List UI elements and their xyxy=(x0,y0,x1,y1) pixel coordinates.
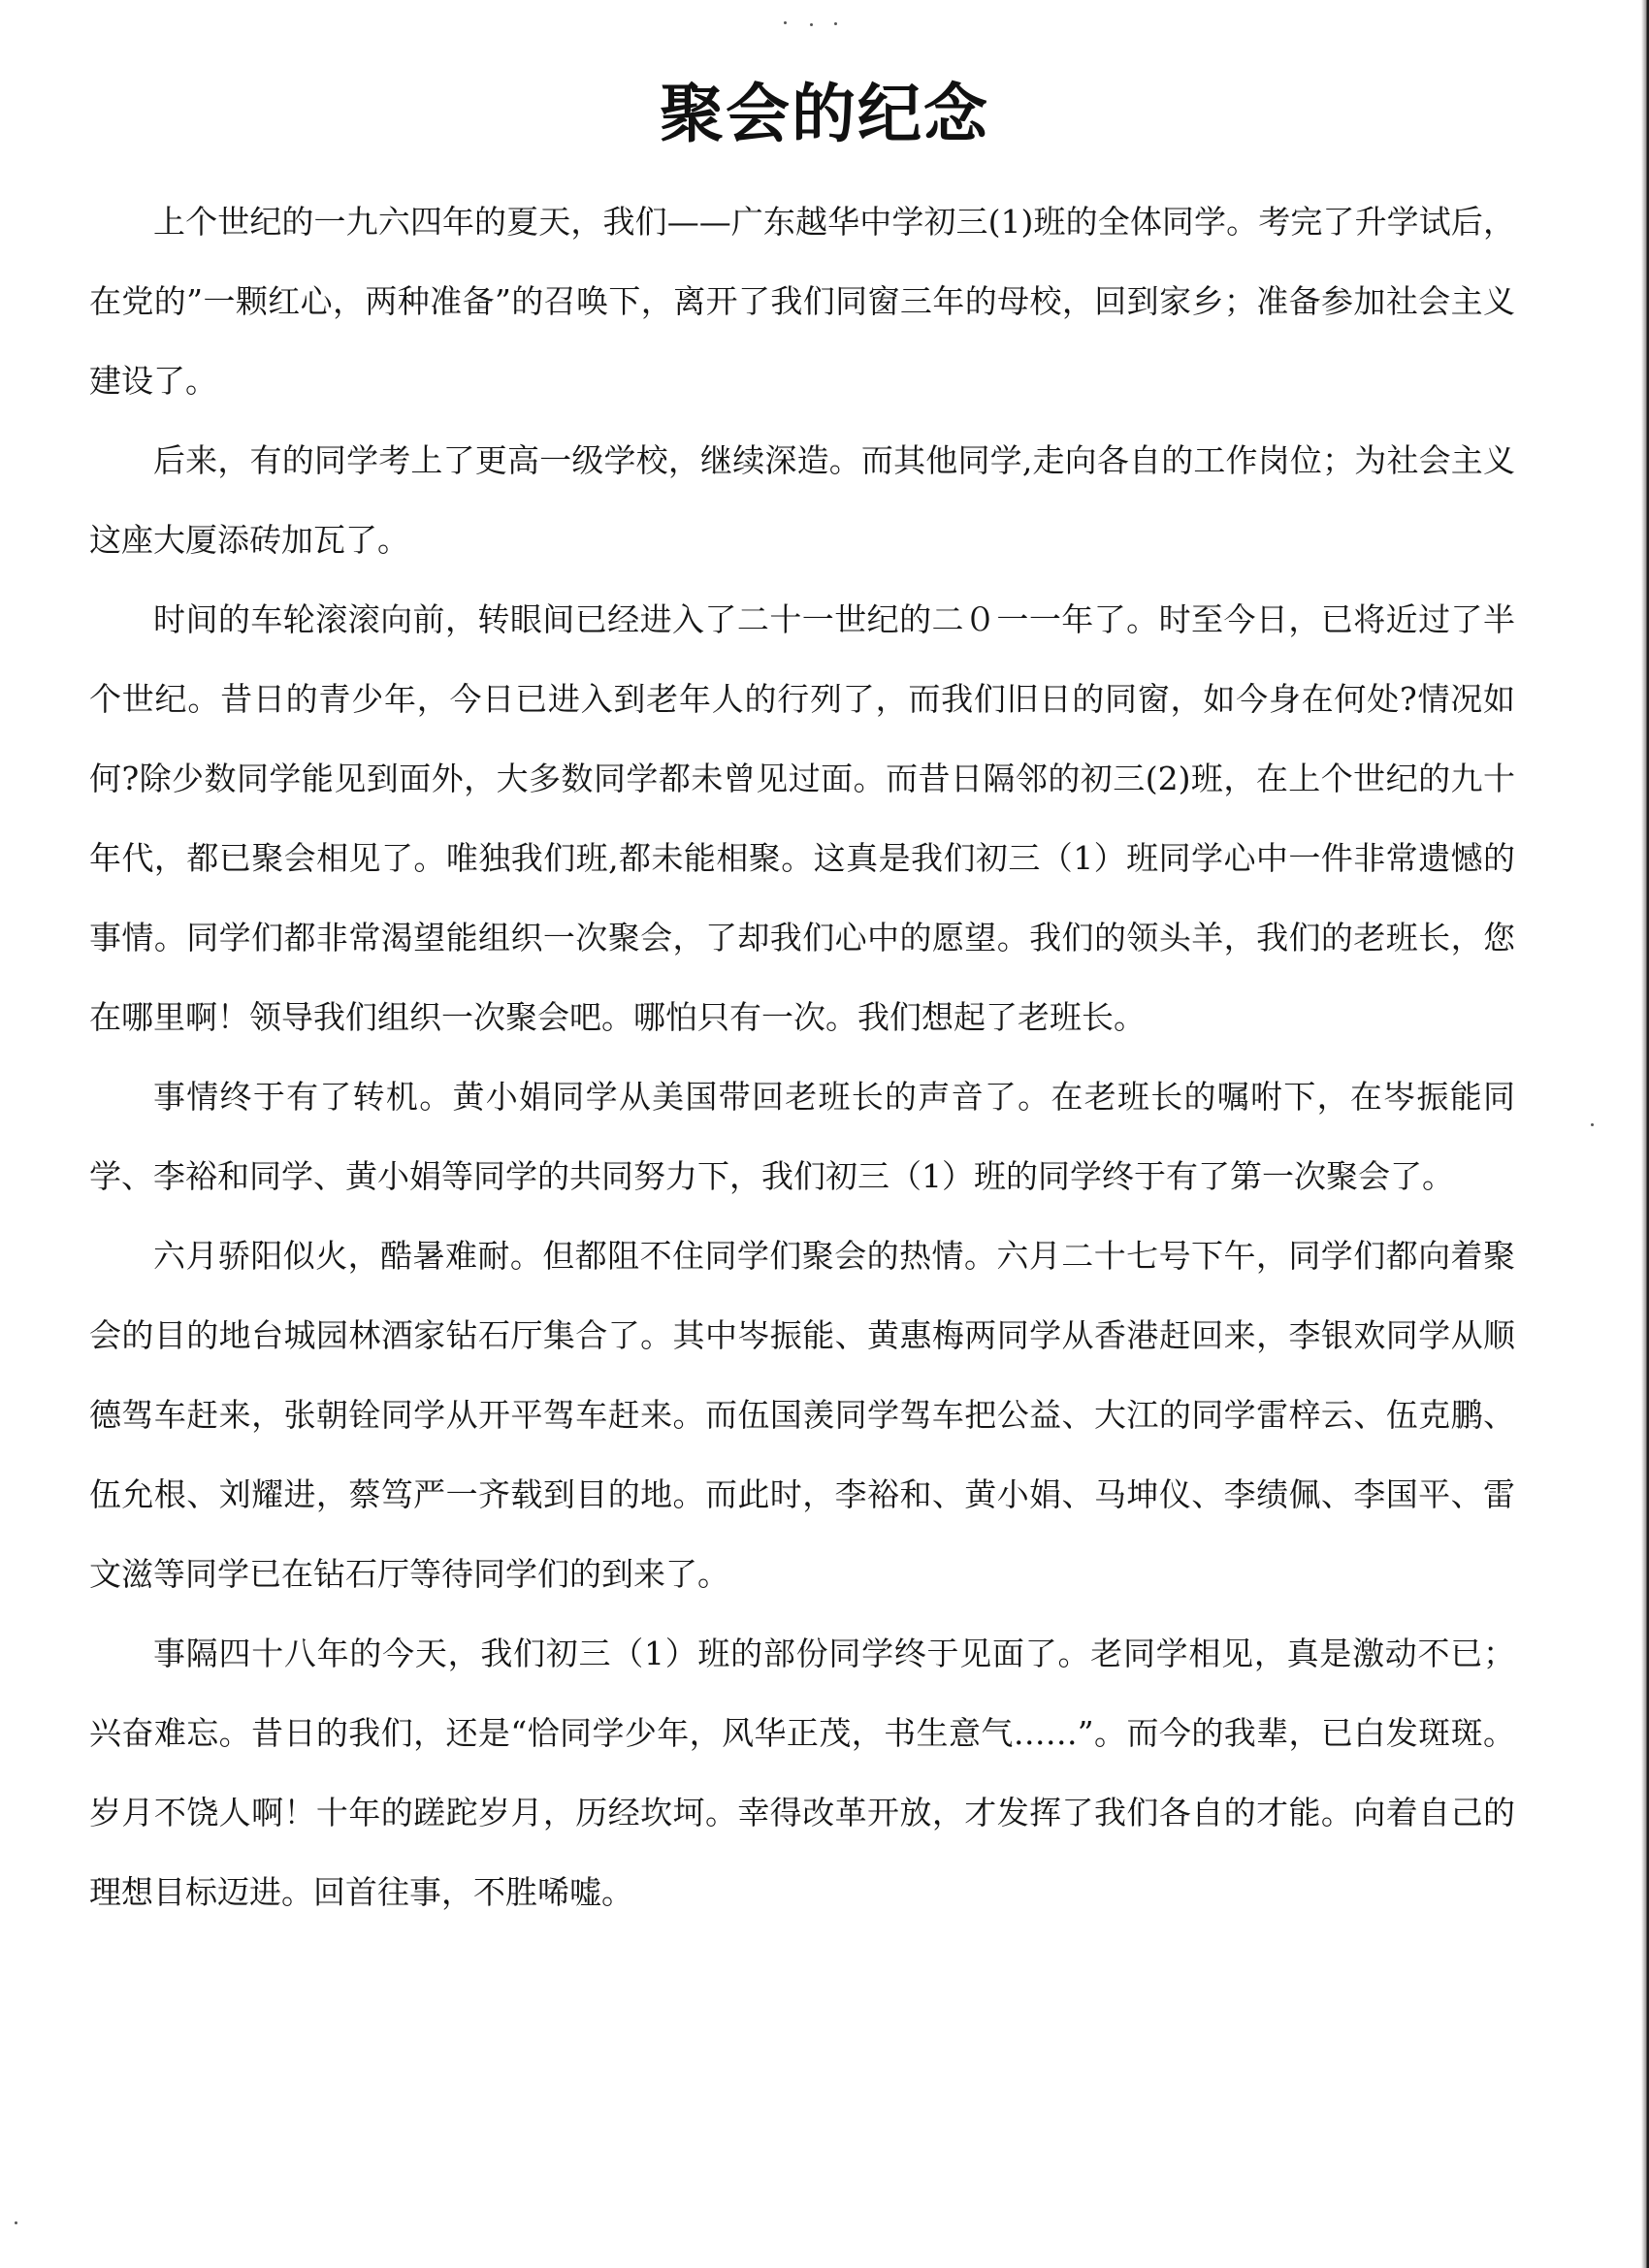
scan-speck xyxy=(15,2221,17,2224)
scan-speck xyxy=(784,21,787,24)
scan-edge xyxy=(1641,0,1649,2268)
paragraph: 时间的车轮滚滚向前，转眼间已经进入了二十一世纪的二０一一年了。时至今日，已将近过了半个世纪。昔日的青少年，今日已进入到老年人的行列了，而我们旧日的同窗，如今身在何处?情况如何?除少数同学能见到面外，大多数同学都未曾见过面。而昔日隔邻的初三(2)班，在上个世纪的九十年代，都已聚会相见了。唯独我们班,都未能相聚。这真是我们初三（1）班同学心中一件非常遗憾的事情。同学们都非常渴望能组织一次聚会，了却我们心中的愿望。我们的领头羊，我们的老班长，您在哪里啊！领导我们组织一次聚会吧。哪怕只有一次。我们想起了老班长。 xyxy=(89,600,1515,1036)
paragraph: 六月骄阳似火，酷暑难耐。但都阻不住同学们聚会的热情。六月二十七号下午，同学们都向着聚会的目的地台城园林酒家钻石厅集合了。其中岑振能、黄惠梅两同学从香港赶回来，李银欢同学从顺德驾车赶来，张朝铨同学从开平驾车赶来。而伍国羡同学驾车把公益、大江的同学雷梓云、伍克鹏、伍允根、刘耀进，蔡笃严一齐载到目的地。而此时，李裕和、黄小娟、马坤仪、李绩佩、李国平、雷文滋等同学已在钻石厅等待同学们的到来了。 xyxy=(89,1237,1515,1593)
scan-speck xyxy=(834,22,837,25)
paragraph: 事情终于有了转机。黄小娟同学从美国带回老班长的声音了。在老班长的嘱咐下，在岑振能同学、李裕和同学、黄小娟等同学的共同努力下，我们初三（1）班的同学终于有了第一次聚会了。 xyxy=(89,1078,1515,1195)
document-body xyxy=(89,182,1515,1932)
document-title: 聚会的纪念 xyxy=(660,76,989,151)
scan-speck xyxy=(810,23,813,26)
paragraph: 事隔四十八年的今天，我们初三（1）班的部份同学终于见面了。老同学相见，真是激动不已；兴奋难忘。昔日的我们，还是“恰同学少年，风华正茂，书生意气……”。而今的我辈，已白发斑斑。岁月不饶人啊！十年的蹉跎岁月，历经坎坷。幸得改革开放，才发挥了我们各自的才能。向着自己的理想目标迈进。回首往事，不胜唏嘘。 xyxy=(89,1635,1515,1911)
scan-speck xyxy=(1591,1123,1594,1126)
paragraph: 上个世纪的一九六四年的夏天，我们——广东越华中学初三(1)班的全体同学。考完了升学试后，在党的”一颗红心，两种准备”的召唤下，离开了我们同窗三年的母校，回到家乡；准备参加社会主义建设了。 xyxy=(89,203,1515,400)
paragraph: 后来，有的同学考上了更高一级学校，继续深造。而其他同学,走向各自的工作岗位；为社会主义这座大厦添砖加瓦了。 xyxy=(89,441,1515,559)
